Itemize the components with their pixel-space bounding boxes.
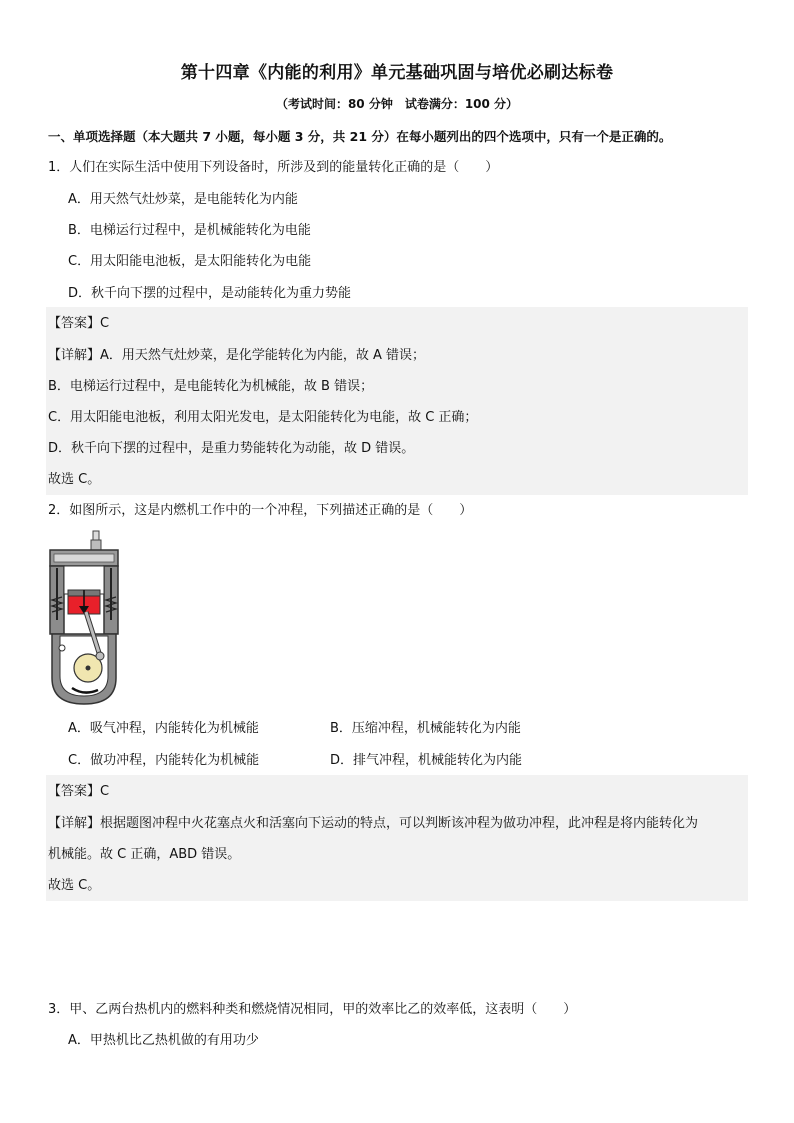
q3-stem: 3．甲、乙两台热机内的燃料种类和燃烧情况相同，甲的效率比乙的效率低，这表明（ ）	[48, 1002, 577, 1017]
q2-option-b: B．压缩冲程，机械能转化为内能	[330, 721, 521, 736]
page-title: 第十四章《内能的利用》单元基础巩固与培优必刷达标卷	[180, 63, 614, 83]
exam-info: （考试时间：80 分钟 试卷满分：100 分）	[275, 97, 519, 111]
q2-option-d: D．排气冲程，机械能转化为内能	[330, 753, 523, 768]
q1-detail-3: C．用太阳能电池板，利用太阳光发电，是太阳能转化为电能，故 C 正确；	[48, 410, 478, 425]
q2-detail-2: 机械能。故 C 正确，ABD 错误。	[48, 847, 241, 862]
q1-answer-box	[46, 307, 748, 495]
q1-stem: 1．人们在实际生活中使用下列设备时，所涉及到的能量转化正确的是（ ）	[48, 160, 499, 175]
q1-option-b: B．电梯运行过程中，是机械能转化为电能	[68, 223, 311, 238]
q1-answer: 【答案】C	[48, 316, 110, 331]
section-heading: 一、单项选择题（本大题共 7 小题，每小题 3 分，共 21 分）在每小题列出的四个选项中，只有一个是正确的。	[48, 129, 672, 144]
q2-answer: 【答案】C	[48, 784, 110, 799]
q1-option-d: D．秋千向下摆的过程中，是动能转化为重力势能	[68, 286, 352, 301]
q1-detail-5: 故选 C。	[48, 472, 101, 487]
q1-detail-2: B．电梯运行过程中，是电能转化为机械能，故 B 错误；	[48, 379, 374, 394]
q2-detail-1: 【详解】根据题图冲程中火花塞点火和活塞向下运动的特点，可以判断该冲程为做功冲程，此冲程是将内能转化为	[48, 816, 699, 831]
q3-option-a: A．甲热机比乙热机做的有用功少	[68, 1033, 259, 1048]
q2-option-a: A．吸气冲程，内能转化为机械能	[68, 721, 259, 736]
q1-option-a: A．用天然气灶炒菜，是电能转化为内能	[68, 192, 298, 207]
engine-diagram	[46, 528, 122, 708]
q2-detail-3: 故选 C。	[48, 878, 101, 893]
q1-detail-4: D．秋千向下摆的过程中，是重力势能转化为动能，故 D 错误。	[48, 441, 415, 456]
q2-stem: 2．如图所示，这是内燃机工作中的一个冲程，下列描述正确的是（ ）	[48, 503, 473, 518]
q2-option-c: C．做功冲程，内能转化为机械能	[68, 753, 260, 768]
q2-answer-box	[46, 775, 748, 901]
q1-option-c: C．用太阳能电池板，是太阳能转化为电能	[68, 254, 312, 269]
q1-detail-1: 【详解】A．用天然气灶炒菜，是化学能转化为内能，故 A 错误；	[48, 348, 426, 363]
